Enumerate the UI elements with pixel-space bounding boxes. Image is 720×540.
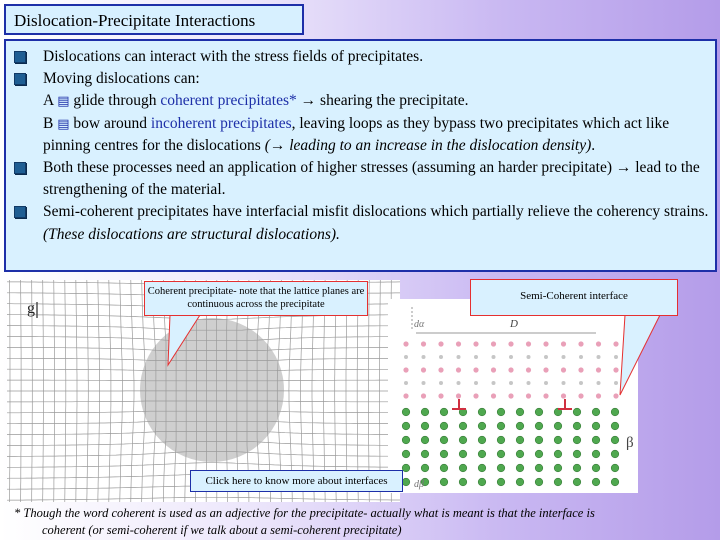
coherent-term: coherent precipitates* bbox=[160, 92, 297, 110]
bullet-text: Semi-coherent precipitates have interfacial misfit dislocations which partially relieve the coherency strains. bbox=[43, 203, 709, 221]
sub-text-italic: (→ leading to an increase in the dislocation density) bbox=[264, 136, 592, 154]
coherent-precipitate-callout bbox=[144, 281, 368, 316]
sub-text: → shearing the precipitate. bbox=[300, 92, 469, 110]
d-alpha-label: dα bbox=[414, 319, 425, 330]
left-callout-pointer bbox=[168, 315, 200, 365]
sub-label: A bbox=[43, 92, 54, 110]
interfaces-link-button[interactable] bbox=[190, 470, 403, 492]
callout-text: Coherent precipitate- note that the lattice planes are continuous across the precipitate bbox=[147, 286, 365, 310]
square-bullet-icon: ▤ bbox=[57, 115, 70, 131]
sub-text: . bbox=[591, 136, 596, 154]
dislocation-spacing-label: D bbox=[510, 318, 518, 330]
footnote bbox=[14, 505, 714, 539]
sub-text: , leaving loops as they bypass two precipitates which act like pinning centres for the dislocations bbox=[43, 114, 670, 154]
link-label[interactable]: Click here to know more about interfaces bbox=[205, 475, 388, 487]
slide-title-text: Dislocation-Precipitate Interactions bbox=[14, 11, 256, 30]
beta-phase-label: β bbox=[626, 435, 634, 451]
footnote-line: * Though the word coherent is used as an adjective for the precipitate- actually what is meant is that the interface is bbox=[14, 506, 595, 520]
bullet-text-italic: (These dislocations are structural dislocations). bbox=[43, 225, 340, 243]
sub-text: bow around bbox=[73, 114, 148, 132]
sub-label: B bbox=[43, 114, 54, 132]
footnote-line: coherent (or semi-coherent if we talk about a semi-coherent precipitate) bbox=[42, 523, 402, 537]
sub-text: glide through bbox=[73, 92, 157, 110]
g-vector-label: g bbox=[27, 300, 35, 317]
d-beta-label: dβ bbox=[414, 479, 424, 490]
square-bullet-icon: ▤ bbox=[57, 93, 70, 109]
right-callout-pointer bbox=[620, 315, 660, 395]
bullet-text: Both these processes need an application of higher stresses (assuming an harder precipitate) → lead to the strengthening of the material. bbox=[43, 159, 700, 199]
semi-coherent-callout bbox=[470, 279, 678, 316]
bullet-text: Moving dislocations can: bbox=[43, 70, 200, 88]
callout-text: Semi-Coherent interface bbox=[520, 290, 628, 302]
incoherent-term: incoherent precipitates bbox=[150, 114, 292, 132]
bullet-text: Dislocations can interact with the stress fields of precipitates. bbox=[43, 48, 424, 65]
